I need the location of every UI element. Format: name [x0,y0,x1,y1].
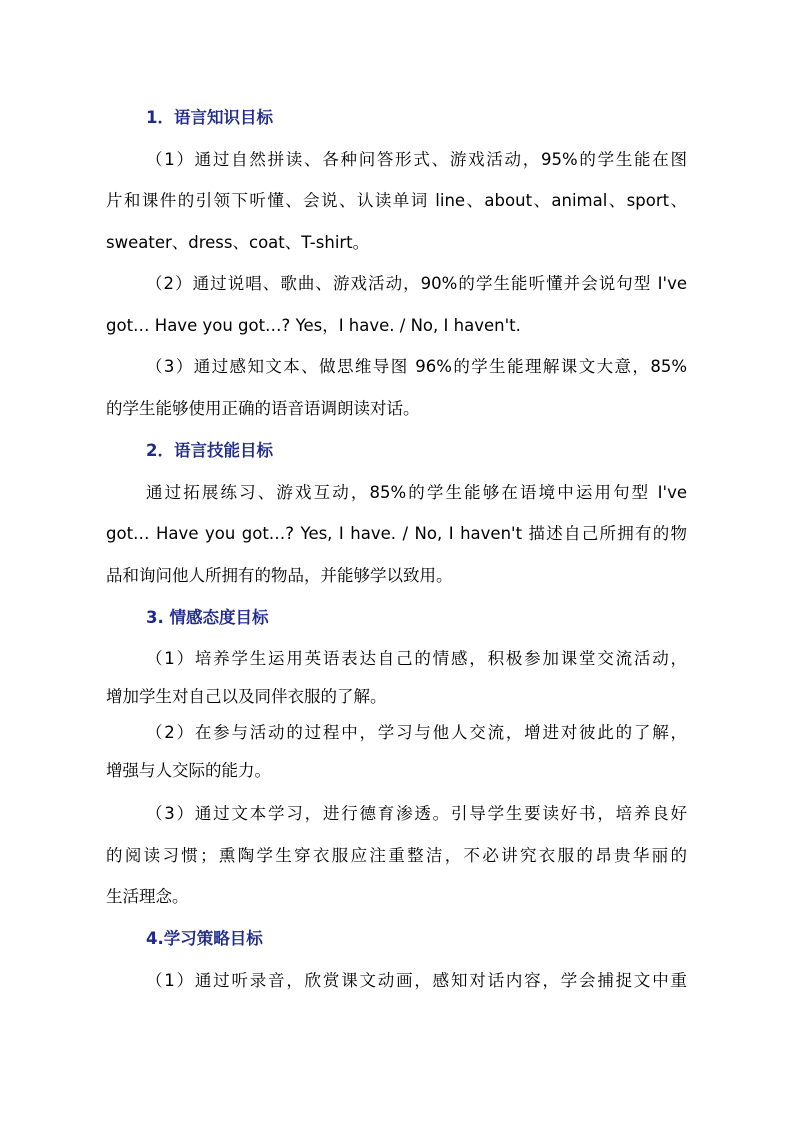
section-2-line-2: got… Have you got…? Yes, I have. / No, I haven't 描述自己所拥有的物 [106,524,687,543]
section-2-line-3: 品和询问他人所拥有的物品，并能够学以致用。 [106,566,453,585]
section-1-line-4: （2）通过说唱、歌曲、游戏活动，90%的学生能听懂并会说句型 I've [146,274,687,293]
section-1-line-5: got… Have you got…? Yes，I have. / No, I haven't. [106,316,521,335]
section-1-line-2: 片和课件的引领下听懂、会说、认读单词 line、about、animal、sport、 [106,191,687,210]
section-1-line-7: 的学生能够使用正确的语音语调朗读对话。 [106,399,420,418]
section-1-line-1: （1）通过自然拼读、各种问答形式、游戏活动，95%的学生能在图 [146,150,687,169]
section-3-line-4: 增强与人交际的能力。 [106,761,271,780]
section-heading-1: 1．语言知识目标 [146,108,273,127]
section-3-line-3: （2）在参与活动的过程中，学习与他人交流，增进对彼此的了解， [146,723,687,742]
section-heading-3: 3. 情感态度目标 [146,608,269,627]
section-heading-2: 2．语言技能目标 [146,441,273,460]
section-2-line-1: 通过拓展练习、游戏互动，85%的学生能够在语境中运用句型 I've [146,483,687,502]
section-1-line-3: sweater、dress、coat、T-shirt。 [106,233,370,252]
section-3-line-6: 的阅读习惯；熏陶学生穿衣服应注重整洁，不必讲究衣服的昂贵华丽的 [106,846,687,865]
section-3-line-5: （3）通过文本学习，进行德育渗透。引导学生要读好书，培养良好 [146,804,687,823]
section-heading-4: 4.学习策略目标 [146,929,263,948]
section-3-line-1: （1）培养学生运用英语表达自己的情感，积极参加课堂交流活动， [146,649,687,668]
section-1-line-6: （3）通过感知文本、做思维导图 96%的学生能理解课文大意，85% [146,357,687,376]
section-3-line-7: 生活理念。 [106,887,189,906]
section-3-line-2: 增加学生对自己以及同伴衣服的了解。 [106,687,387,706]
section-4-line-1: （1）通过听录音，欣赏课文动画，感知对话内容，学会捕捉文中重 [146,971,687,990]
